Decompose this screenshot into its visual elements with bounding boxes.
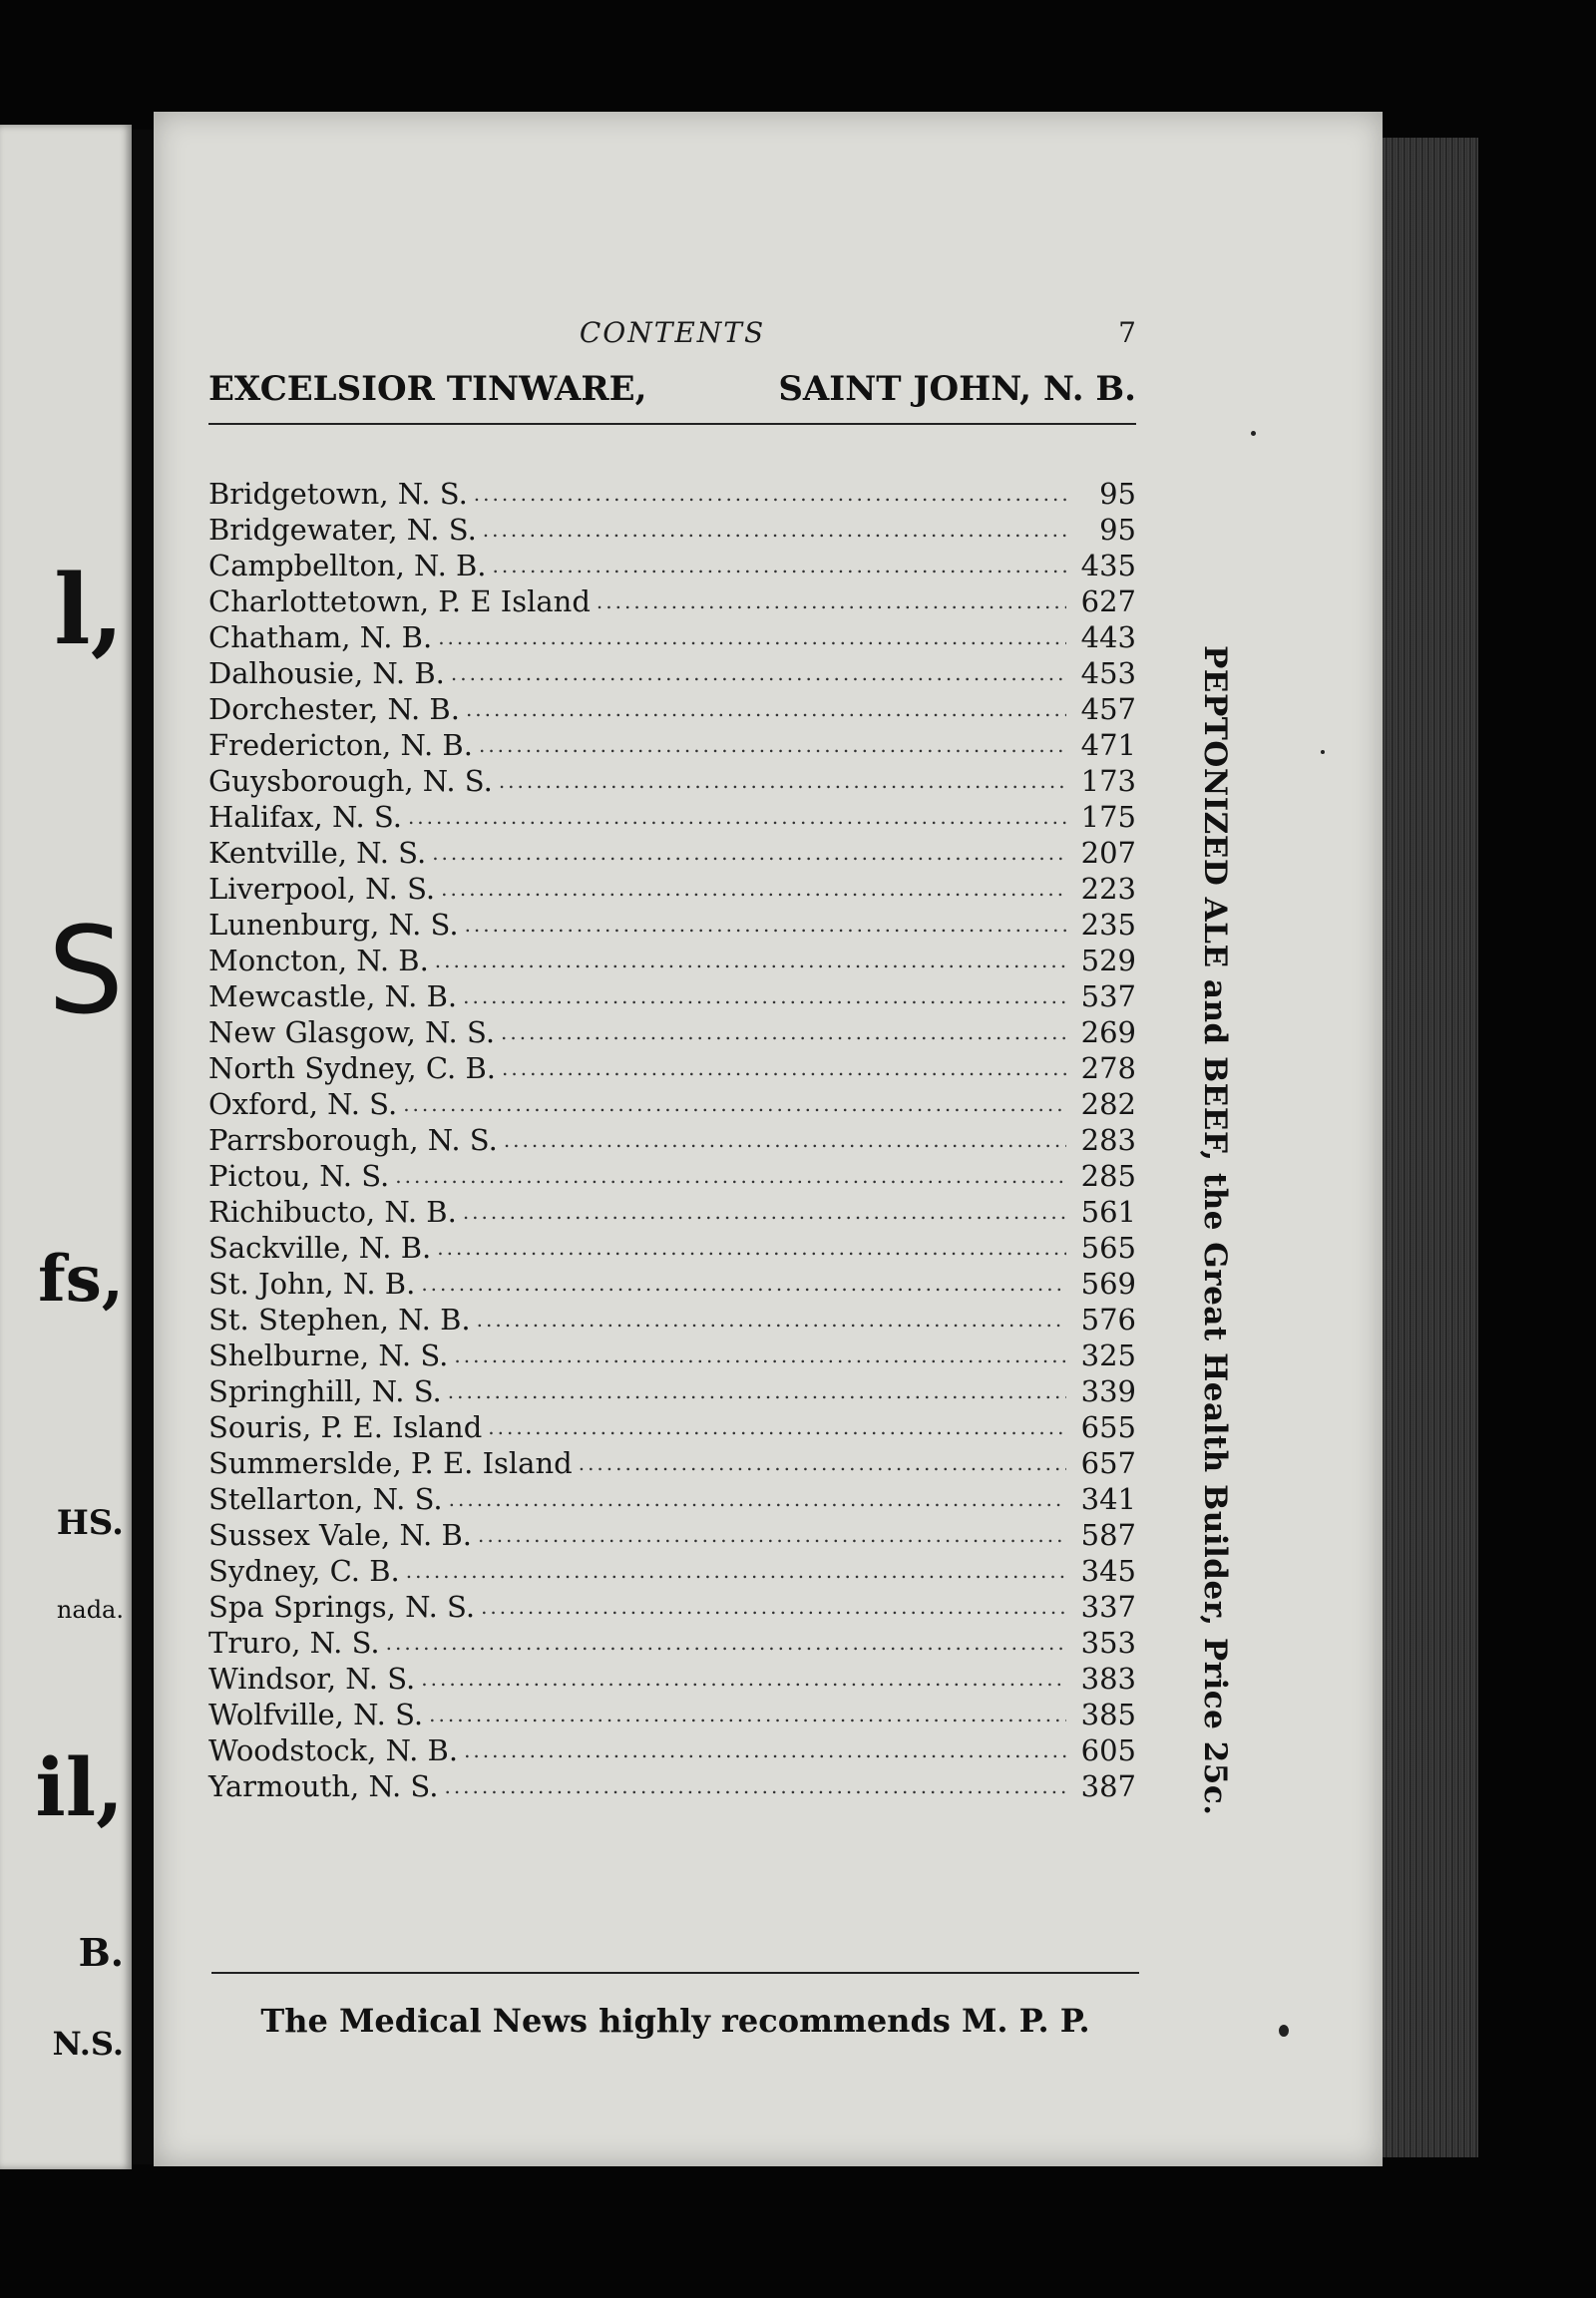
entry-place: Richibucto, N. B. [208,1195,457,1229]
dot-leader [479,727,1066,763]
dot-leader [448,1373,1066,1409]
entry-place: Pictou, N. S. [208,1159,390,1193]
contents-entry [208,907,1136,943]
entry-place: Truro, N. S. [208,1626,380,1660]
entry-page-number: 605 [1080,1733,1136,1767]
left-fragment-text: nada. [56,1596,124,1624]
dot-leader [437,1230,1066,1266]
contents-entry [208,1661,1136,1697]
page-edges [1383,138,1478,2157]
left-fragment-text: B. [78,1930,124,1975]
left-fragment-text: l, [54,554,124,666]
entry-place: New Glasgow, N. S. [208,1015,496,1049]
entry-page-number: 565 [1080,1231,1136,1265]
entry-page-number: 453 [1080,656,1136,690]
entry-page-number: 283 [1080,1123,1136,1157]
contents-entry [208,1266,1136,1302]
dot-leader [421,1266,1066,1302]
contents-entry [208,1517,1136,1553]
bottom-rule [211,1972,1139,1974]
entry-page-number: 223 [1080,872,1136,906]
dot-leader [488,1409,1066,1445]
entry-page-number: 383 [1080,1662,1136,1696]
entry-page-number: 569 [1080,1267,1136,1301]
contents-entry [208,1338,1136,1373]
entry-page-number: 269 [1080,1015,1136,1049]
contents-entry [208,1014,1136,1050]
left-fragment-text: HS. [56,1503,124,1543]
contents-entry [208,691,1136,727]
contents-entry [208,476,1136,512]
entry-page-number: 471 [1080,728,1136,762]
ink-speck [1321,750,1325,754]
dot-leader [408,799,1066,835]
entry-page-number: 337 [1080,1590,1136,1624]
entry-place: Bridgetown, N. S. [208,477,468,511]
contents-entry [208,1158,1136,1194]
contents-entry [208,871,1136,907]
dot-leader [406,1553,1066,1589]
contents-entry [208,583,1136,619]
entry-place: Dalhousie, N. B. [208,656,445,690]
entry-page-number: 385 [1080,1698,1136,1731]
ink-speck [1251,431,1256,436]
entry-place: Parrsborough, N. S. [208,1123,498,1157]
contents-entry [208,763,1136,799]
entry-page-number: 627 [1080,584,1136,618]
contents-entry [208,1050,1136,1086]
dot-leader [441,871,1066,907]
contents-entry [208,978,1136,1014]
dot-leader [504,1122,1066,1158]
contents-entry [208,1732,1136,1768]
entry-place: St. Stephen, N. B. [208,1303,471,1337]
entry-page-number: 529 [1080,944,1136,977]
entry-place: Chatham, N. B. [208,620,433,654]
dot-leader [502,1050,1066,1086]
entry-page-number: 341 [1080,1482,1136,1516]
dot-leader [403,1086,1066,1122]
entry-place: St. John, N. B. [208,1267,416,1301]
entry-page-number: 95 [1099,513,1136,547]
dot-leader [463,1194,1066,1230]
entry-page-number: 173 [1080,764,1136,798]
entry-place: Oxford, N. S. [208,1087,398,1121]
entry-page-number: 278 [1080,1051,1136,1085]
dot-leader [451,655,1066,691]
contents-entry [208,1409,1136,1445]
entry-place: Summerslde, P. E. Island [208,1446,573,1480]
contents-entry [208,655,1136,691]
left-fragment-text: S [47,903,124,1041]
left-page-fragment [0,125,132,2169]
dot-leader [386,1625,1066,1661]
entry-page-number: 345 [1080,1554,1136,1588]
entry-place: Mewcastle, N. B. [208,979,458,1013]
dot-leader [438,619,1066,655]
entry-page-number: 657 [1080,1446,1136,1480]
entry-place: Yarmouth, N. S. [208,1769,439,1803]
dot-leader [579,1445,1066,1481]
contents-entry [208,1697,1136,1732]
ad-banner-right: SAINT JOHN, N. B. [778,369,1136,409]
dot-leader [483,512,1066,548]
left-fragment-text: fs, [38,1242,124,1317]
entry-place: Guysborough, N. S. [208,764,493,798]
entry-place: Campbellton, N. B. [208,549,487,582]
contents-page [154,112,1383,2166]
entry-place: Woodstock, N. B. [208,1733,459,1767]
entry-place: Sussex Vale, N. B. [208,1518,472,1552]
entry-page-number: 282 [1080,1087,1136,1121]
dot-leader [435,943,1066,978]
entry-page-number: 175 [1080,800,1136,834]
vertical-advertisement: PEPTONIZED ALE and BEEF, the Great Health Builder, Price 25c. [1197,645,1233,1816]
contents-entry [208,1768,1136,1804]
dot-leader [454,1338,1066,1373]
dot-leader [432,835,1066,871]
entry-place: Charlottetown, P. E Island [208,584,591,618]
entry-page-number: 325 [1080,1339,1136,1372]
dot-leader [501,1014,1066,1050]
entry-place: Fredericton, N. B. [208,728,473,762]
dot-leader [444,1768,1066,1804]
contents-entry [208,799,1136,835]
page-number: 7 [1118,316,1136,349]
contents-entry [208,1194,1136,1230]
page-title: CONTENTS [579,316,766,349]
contents-entry [208,1302,1136,1338]
dot-leader [474,476,1066,512]
entry-place: Shelburne, N. S. [208,1339,449,1372]
entry-page-number: 207 [1080,836,1136,870]
dot-leader [499,763,1066,799]
entry-place: Wolfville, N. S. [208,1698,424,1731]
contents-entry [208,1230,1136,1266]
contents-entry [208,835,1136,871]
dot-leader [464,1732,1066,1768]
entry-page-number: 561 [1080,1195,1136,1229]
entry-place: Sackville, N. B. [208,1231,432,1265]
entry-page-number: 435 [1080,549,1136,582]
entry-place: Bridgewater, N. S. [208,513,477,547]
contents-entry [208,548,1136,583]
entry-page-number: 353 [1080,1626,1136,1660]
dot-leader [429,1697,1066,1732]
contents-entry [208,1122,1136,1158]
dot-leader [465,907,1066,943]
contents-entry [208,1086,1136,1122]
entry-place: Moncton, N. B. [208,944,429,977]
entry-page-number: 339 [1080,1374,1136,1408]
entry-page-number: 387 [1080,1769,1136,1803]
entry-place: Souris, P. E. Island [208,1410,483,1444]
dot-leader [477,1302,1066,1338]
entry-place: Sydney, C. B. [208,1554,400,1588]
contents-entry [208,1553,1136,1589]
running-head [208,316,1136,356]
contents-entry [208,1445,1136,1481]
contents-entry [208,1373,1136,1409]
dot-leader [449,1481,1066,1517]
entry-place: Liverpool, N. S. [208,872,436,906]
entry-place: Halifax, N. S. [208,800,402,834]
entry-place: Springhill, N. S. [208,1374,442,1408]
ad-banner [208,369,1136,425]
contents-entry [208,943,1136,978]
dot-leader [493,548,1066,583]
dot-leader [421,1661,1066,1697]
dot-leader [481,1589,1066,1625]
entry-page-number: 655 [1080,1410,1136,1444]
dot-leader [466,691,1066,727]
dot-leader [597,583,1066,619]
dot-leader [478,1517,1066,1553]
entry-place: Windsor, N. S. [208,1662,416,1696]
entry-page-number: 587 [1080,1518,1136,1552]
contents-entry [208,1625,1136,1661]
entry-page-number: 285 [1080,1159,1136,1193]
entry-place: Spa Springs, N. S. [208,1590,476,1624]
entry-page-number: 576 [1080,1303,1136,1337]
entry-place: North Sydney, C. B. [208,1051,496,1085]
entry-page-number: 235 [1080,908,1136,942]
entry-place: Stellarton, N. S. [208,1482,443,1516]
entry-page-number: 443 [1080,620,1136,654]
contents-entry [208,619,1136,655]
ad-banner-left: EXCELSIOR TINWARE, [208,369,647,409]
dot-leader [463,978,1066,1014]
left-fragment-text: N.S. [52,2025,124,2063]
contents-entry [208,512,1136,548]
ink-speck [1279,2025,1289,2037]
entry-place: Kentville, N. S. [208,836,427,870]
contents-list [208,476,1136,1804]
entry-page-number: 457 [1080,692,1136,726]
entry-page-number: 537 [1080,979,1136,1013]
contents-entry [208,727,1136,763]
footer-advertisement: The Medical News highly recommends M. P. P. [260,2002,1090,2040]
book-gutter [132,130,154,2164]
entry-page-number: 95 [1099,477,1136,511]
contents-entry [208,1481,1136,1517]
contents-entry [208,1589,1136,1625]
left-fragment-text: il, [35,1740,124,1834]
entry-place: Lunenburg, N. S. [208,908,459,942]
dot-leader [395,1158,1066,1194]
entry-place: Dorchester, N. B. [208,692,460,726]
